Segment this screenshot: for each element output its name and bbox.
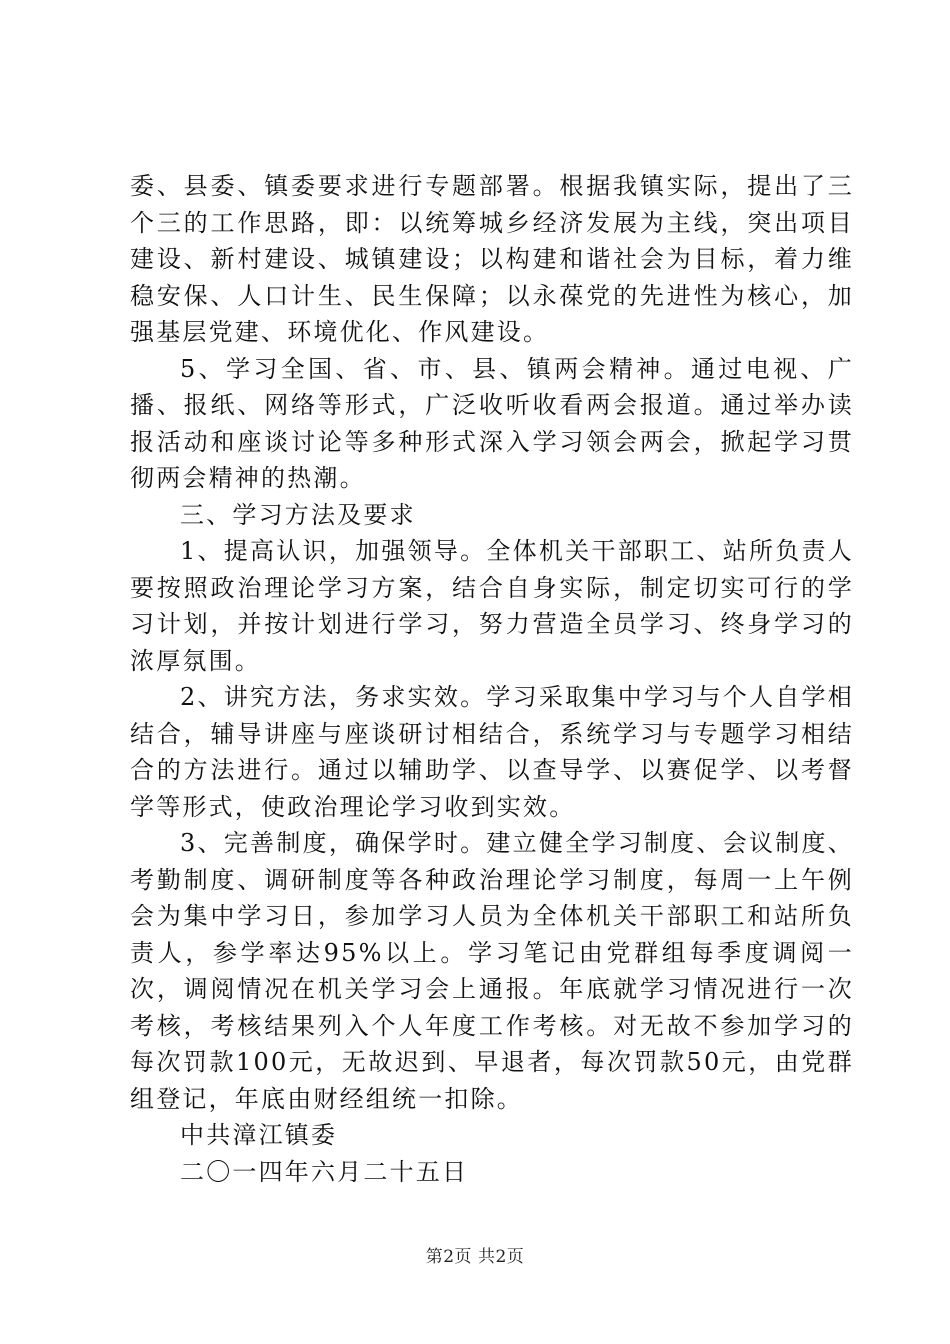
paragraph-two-sessions: 5、学习全国、省、市、县、镇两会精神。通过电视、广播、报纸、网络等形式，广泛收听收看两会报道。通过举办读报活动和座谈讨论等多种形式深入学习领会两会，掀起学习贯彻两会精神的热潮。 — [130, 354, 854, 492]
paragraph-methods: 2、讲究方法，务求实效。学习采取集中学习与个人自学相结合，辅导讲座与座谈研讨相结合，系统学习与专题学习相结合的方法进行。通过以辅助学、以查导学、以赛促学、以考督学等形式，使政治理论学习收到实效。 — [130, 683, 854, 821]
document-body — [130, 168, 854, 1190]
paragraph-leadership: 1、提高认识，加强领导。全体机关干部职工、站所负责人要按照政治理论学习方案，结合自身实际，制定切实可行的学习计划，并按计划进行学习，努力营造全员学习、终身学习的浓厚氛围。 — [130, 537, 854, 675]
page-number-footer: 第2页 共2页 — [425, 1247, 525, 1267]
signature-date: 二〇一四年六月二十五日 — [180, 1157, 469, 1186]
section-heading-methods: 三、学习方法及要求 — [180, 500, 416, 529]
paragraph-system: 3、完善制度，确保学时。建立健全学习制度、会议制度、考勤制度、调研制度等各种政治理论学习制度，每周一上午例会为集中学习日，参加学习人员为全体机关干部职工和站所负责人，参学率达95%以上。学习笔记由党群组每季度调阅一次，调阅情况在机关学习会上通报。年底就学习情况进行一次考核，考核结果列入个人年度工作考核。对无故不参加学习的每次罚款100元，无故迟到、早退者，每次罚款50元，由党群组登记，年底由财经组统一扣除。 — [130, 829, 854, 1113]
signature-organization: 中共漳江镇委 — [180, 1121, 338, 1149]
paragraph-work-ideas: 委、县委、镇委要求进行专题部署。根据我镇实际，提出了三个三的工作思路，即：以统筹城乡经济发展为主线，突出项目建设、新村建设、城镇建设；以构建和谐社会为目标，着力维稳安保、人口计生、民生保障；以永葆党的先进性为核心，加强基层党建、环境优化、作风建设。 — [130, 172, 854, 346]
